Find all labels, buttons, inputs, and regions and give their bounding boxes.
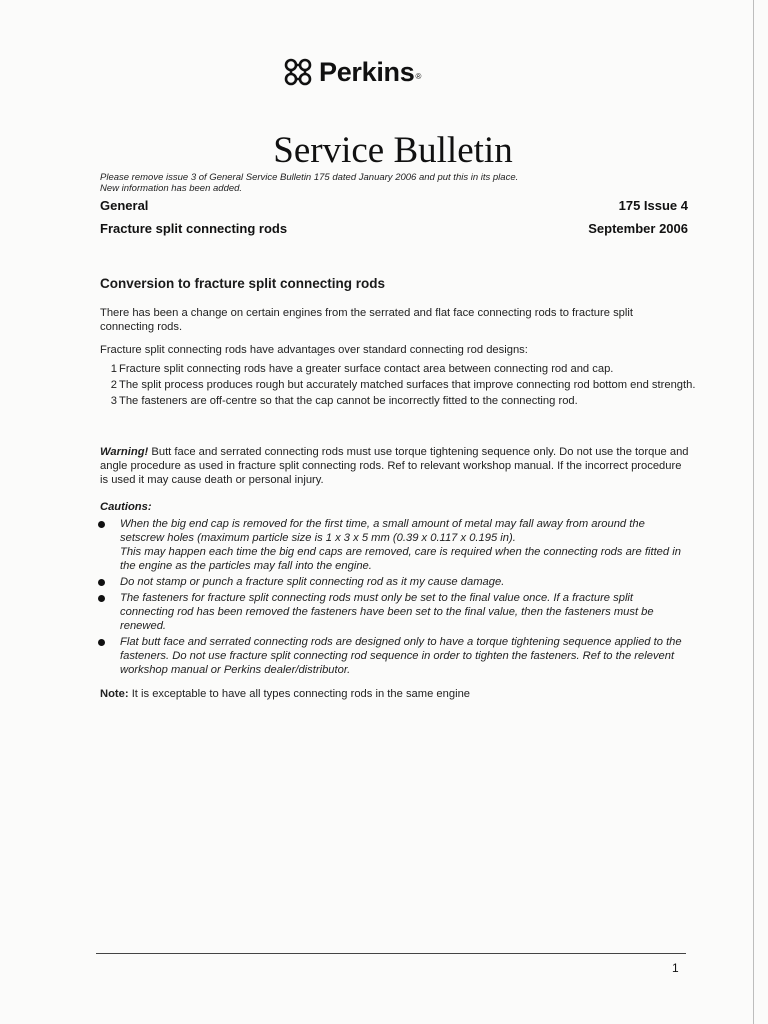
replacement-notice xyxy=(100,172,518,194)
intro-paragraph: There has been a change on certain engines from the serrated and flat face connecting rods to fracture split connecting rods. xyxy=(100,307,633,333)
list-item-text: The fasteners are off-centre so that the cap cannot be incorrectly fitted to the connecting rod. xyxy=(119,395,578,407)
caution-item xyxy=(96,517,696,573)
notice-line: New information has been added. xyxy=(100,183,243,194)
warning-label: Warning! xyxy=(100,446,149,458)
page-title: Service Bulletin xyxy=(273,130,513,171)
bulletin-issue: 175 Issue 4 xyxy=(618,198,688,213)
caution-extra-text: This may happen each time the big end caps are removed, care is required when the connecting rods are fitted in the engine as the particles may fall into the engine. xyxy=(120,546,681,572)
list-item-text: Fracture split connecting rods have a greater surface contact area between connecting rod and cap. xyxy=(119,363,614,375)
bulletin-category: General xyxy=(100,198,149,213)
notice-line: Please remove issue 3 of General Service Bulletin 175 dated January 2006 and put this in its place. xyxy=(100,172,519,183)
caution-text: When the big end cap is removed for the first time, a small amount of metal may fall away from around the setscrew holes (maximum particle size is 1 x 3 x 5 mm (0.39 x 0.117 x 0.195 in). xyxy=(120,518,645,544)
bullet-icon xyxy=(96,575,120,589)
advantages-list xyxy=(100,362,700,410)
section-heading: Conversion to fracture split connecting rods xyxy=(100,276,386,291)
note-label: Note: xyxy=(100,688,129,700)
footer-divider xyxy=(96,953,686,954)
list-item xyxy=(100,378,700,392)
note-paragraph xyxy=(100,688,470,700)
list-item xyxy=(100,362,700,376)
bulletin-date: September 2006 xyxy=(588,221,688,236)
warning-text: Butt face and serrated connecting rods must use torque tightening sequence only. Do not use the torque and angle procedure as used in fracture split connecting rods. Ref to relevant workshop manual. If the incorrect procedure is used it may cause death or personal injury. xyxy=(100,446,689,486)
perkins-logo xyxy=(283,54,421,90)
caution-item xyxy=(96,591,696,633)
list-item-text: The split process produces rough but accurately matched surfaces that improve connecting rod bottom end strength. xyxy=(119,379,696,391)
logo-wordmark: Perkins xyxy=(319,56,415,87)
bullet-icon xyxy=(96,517,120,573)
cautions-list xyxy=(96,517,696,679)
bullet-icon xyxy=(96,591,120,633)
list-item xyxy=(100,394,700,408)
bulletin-subject: Fracture split connecting rods xyxy=(100,221,288,236)
cautions-label: Cautions: xyxy=(100,501,152,513)
caution-text: The fasteners for fracture split connecting rods must only be set to the final value once. If a fracture split connecting rod has been removed the fasteners have been set to the final value, then the fasteners must be renewed. xyxy=(120,592,654,632)
registered-mark: ® xyxy=(415,71,422,81)
caution-text: Flat butt face and serrated connecting rods are designed only to have a torque tightening sequence applied to the fasteners. Do not use fracture split connecting rod sequence in order to tighten the fasteners. Ref to the relevent workshop manual or Perkins dealer/distributor. xyxy=(120,636,682,676)
list-number: 1 xyxy=(110,363,117,375)
note-text: It is exceptable to have all types connecting rods in the same engine xyxy=(128,688,471,700)
perkins-chain-logo-icon xyxy=(283,58,313,86)
advantages-intro: Fracture split connecting rods have advantages over standard connecting rod designs: xyxy=(100,344,528,356)
bullet-icon xyxy=(96,635,120,677)
caution-item xyxy=(96,635,696,677)
list-number: 2 xyxy=(110,379,117,391)
page-number: 1 xyxy=(672,961,679,975)
warning-paragraph xyxy=(100,445,690,487)
caution-item xyxy=(96,575,696,589)
list-number: 3 xyxy=(110,395,117,407)
caution-text: Do not stamp or punch a fracture split connecting rod as it my cause damage. xyxy=(120,576,505,588)
caution-text-block xyxy=(120,517,690,573)
